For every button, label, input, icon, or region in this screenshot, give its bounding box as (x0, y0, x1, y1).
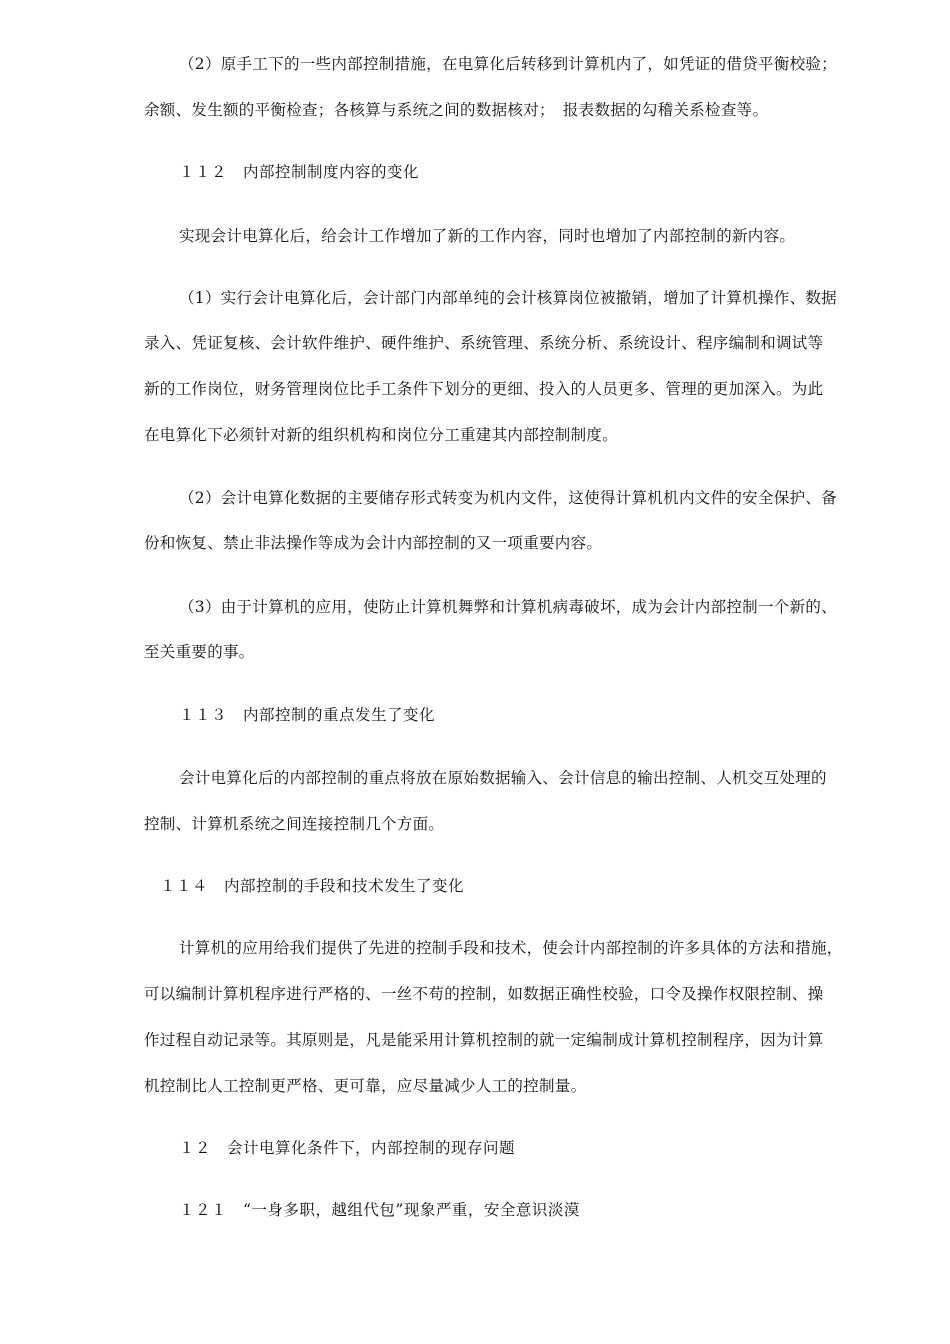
paragraph-line: 机控制比人工控制更严格、更可靠，应尽量减少人工的控制量。 (144, 1077, 587, 1095)
section-heading-1-1-4: １１４ 内部控制的手段和技术发生了变化 (160, 877, 465, 895)
section-heading-1-1-3: １１３ 内部控制的重点发生了变化 (179, 706, 436, 724)
paragraph-line: 在电算化下必须针对新的组织机构和岗位分工重建其内部控制制度。 (144, 426, 619, 444)
paragraph-line: 实现会计电算化后，给会计工作增加了新的工作内容，同时也增加了内部控制的新内容。 (179, 227, 796, 245)
paragraph-line: 控制、计算机系统之间连接控制几个方面。 (144, 815, 445, 833)
paragraph-line: 录入、凭证复核、会计软件维护、硬件维护、系统管理、系统分析、系统设计、程序编制和调试等 (144, 334, 824, 352)
section-heading-1-1-2: １１２ 内部控制制度内容的变化 (179, 163, 420, 181)
paragraph-line: 可以编制计算机程序进行严格的、一丝不苟的控制，如数据正确性校验，口令及操作权限控制、操 (144, 985, 824, 1003)
paragraph-line: 份和恢复、禁止非法操作等成为会计内部控制的又一项重要内容。 (144, 534, 603, 552)
section-heading-1-2: １２ 会计电算化条件下，内部控制的现存问题 (179, 1139, 516, 1157)
paragraph-line: 作过程自动记录等。其原则是，凡是能采用计算机控制的就一定编制成计算机控制程序，因为计算 (144, 1031, 824, 1049)
paragraph-line: （1）实行会计电算化后，会计部门内部单纯的会计核算岗位被撤销，增加了计算机操作、数据 (179, 289, 837, 307)
paragraph-line: 新的工作岗位，财务管理岗位比手工条件下划分的更细、投入的人员更多、管理的更加深入。为此 (144, 380, 824, 398)
paragraph-line: （2）原手工下的一些内部控制措施，在电算化后转移到计算机内了，如凭证的借贷平衡校验； (179, 55, 837, 73)
paragraph-line: 计算机的应用给我们提供了先进的控制手段和技术，使会计内部控制的许多具体的方法和措施， (179, 939, 843, 957)
paragraph-line: 至关重要的事。 (144, 643, 255, 661)
section-heading-1-2-1: １２１ “一身多职，越组代包”现象严重，安全意识淡漠 (179, 1201, 580, 1219)
paragraph-line: 会计电算化后的内部控制的重点将放在原始数据输入、会计信息的输出控制、人机交互处理的 (179, 769, 827, 787)
paragraph-line: （3）由于计算机的应用，使防止计算机舞弊和计算机病毒破坏，成为会计内部控制一个新的、 (179, 598, 837, 616)
paragraph-line: 余额、发生额的平衡检查；各核算与系统之间的数据核对； 报表数据的勾稽关系检查等。 (144, 101, 769, 119)
paragraph-line: （2）会计电算化数据的主要储存形式转变为机内文件，这使得计算机机内文件的安全保护、备 (179, 489, 837, 507)
